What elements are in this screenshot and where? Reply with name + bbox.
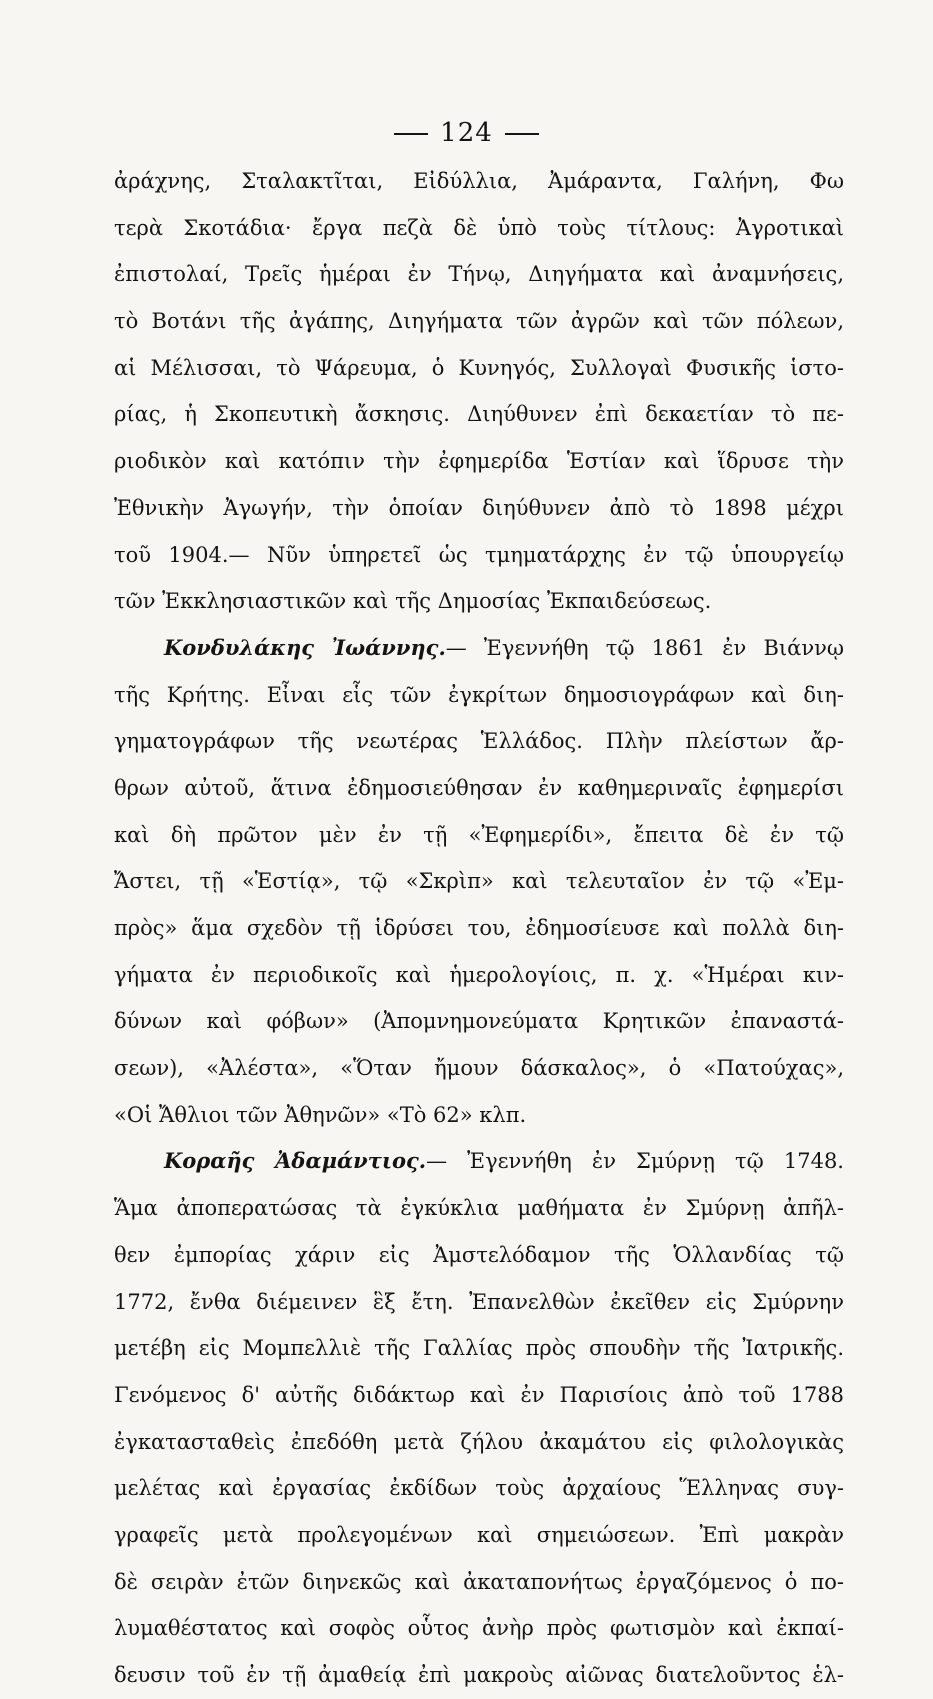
text-line: τῆς Κρήτης. Εἶναι εἷς τῶν ἐγκρίτων δημοσιογράφων καὶ διη- bbox=[114, 682, 844, 707]
text-line: μετέβη εἰς Μομπελλιὲ τῆς Γαλλίας πρὸς σπουδὴν τῆς Ἰατρικῆς. bbox=[114, 1336, 844, 1361]
text-line: γραφεῖς μετὰ προλεγομένων καὶ σημειώσεων. Ἐπὶ μακρὰν bbox=[114, 1522, 844, 1547]
text-line: ρίας, ἡ Σκοπευτικὴ ἄσκησις. Διηύθυνεν ἐπὶ δεκαετίαν τὸ πε- bbox=[114, 402, 844, 427]
text-line: δὲ σειρὰν ἐτῶν διηνεκῶς καὶ ἀκαταπονήτως ἐργαζόμενος ὁ πο- bbox=[114, 1569, 844, 1594]
text-line: 1772, ἔνθα διέμεινεν ἓξ ἔτη. Ἐπανελθὼν ἐκεῖθεν εἰς Σμύρνην bbox=[114, 1289, 844, 1314]
text-line: σεων), «Ἀλέστα», «Ὅταν ἤμουν δάσκαλος», ὁ «Πατούχας», bbox=[114, 1056, 844, 1081]
text-line: γηματογράφων τῆς νεωτέρας Ἑλλάδος. Πλὴν πλείστων ἄρ- bbox=[114, 729, 844, 754]
entry-heading-rest: — Ἐγεννήθη ἐν Σμύρνῃ τῷ 1748. bbox=[426, 1149, 844, 1174]
entry-name: Κοραῆς Ἀδαμάντιος. bbox=[164, 1148, 427, 1174]
text-line: δευσιν τοῦ ἐν τῇ ἀμαθείᾳ ἐπὶ μακροὺς αἰῶνας διατελοῦντος ἑλ- bbox=[114, 1663, 844, 1687]
text-line: θρων αὐτοῦ, ἅτινα ἐδημοσιεύθησαν ἐν καθημεριναῖς ἐφημερίσι bbox=[114, 775, 844, 800]
text-line: ἀράχνης, Σταλακτῖται, Εἰδύλλια, Ἀμάραντα, Γαλήνη, Φω bbox=[114, 169, 844, 193]
entry-heading-rest: — Ἐγεννήθη τῷ 1861 ἐν Βιάννῳ bbox=[445, 635, 844, 660]
text-line: τὸ Βοτάνι τῆς ἀγάπης, Διηγήματα τῶν ἀγρῶν καὶ τῶν πόλεων, bbox=[114, 309, 844, 334]
text-line: «Οἱ Ἄθλιοι τῶν Ἀθηνῶν» «Τὸ 62» κλπ. bbox=[114, 1102, 527, 1127]
text-line: Ἄστει, τῇ «Ἑστίᾳ», τῷ «Σκρὶπ» καὶ τελευταῖον ἐν τῷ «Ἐμ- bbox=[114, 869, 844, 894]
text-line: Ἅμα ἀποπερατώσας τὰ ἐγκύκλια μαθήματα ἐν Σμύρνῃ ἀπῆλ- bbox=[114, 1196, 844, 1221]
text-line: λυμαθέστατος καὶ σοφὸς οὗτος ἀνὴρ πρὸς φωτισμὸν καὶ ἐκπαί- bbox=[114, 1616, 844, 1641]
entry-name: Κονδυλάκης Ἰωάννης. bbox=[164, 634, 446, 660]
text-line: δύνων καὶ φόβων» (Ἀπομνημονεύματα Κρητικῶν ἐπαναστά- bbox=[114, 1009, 844, 1034]
text-line: αἱ Μέλισσαι, τὸ Ψάρευμα, ὁ Κυνηγός, Συλλογαὶ Φυσικῆς ἱστο- bbox=[114, 355, 844, 380]
text-line: θεν ἐμπορίας χάριν εἰς Ἀμστελόδαμον τῆς Ὁλλανδίας τῷ bbox=[114, 1242, 844, 1267]
text-line: ἐγκατασταθεὶς ἐπεδόθη μετὰ ζήλου ἀκαμάτου εἰς φιλολογικὰς bbox=[114, 1429, 844, 1454]
page-number-dash-left bbox=[394, 133, 428, 135]
text-line: Ἐθνικὴν Ἀγωγήν, τὴν ὁποίαν διηύθυνεν ἀπὸ τὸ 1898 μέχρι bbox=[114, 495, 844, 520]
text-line: τερὰ Σκοτάδια· ἔργα πεζὰ δὲ ὑπὸ τοὺς τίτλους: Ἀγροτικαὶ bbox=[114, 215, 844, 240]
entry-heading-line bbox=[114, 625, 844, 672]
text-line: πρὸς» ἅμα σχεδὸν τῇ ἱδρύσει του, ἐδημοσίευσε καὶ πολλὰ διη- bbox=[114, 916, 844, 940]
page-number bbox=[0, 118, 933, 148]
text-line: ριοδικὸν καὶ κατόπιν τὴν ἐφημερίδα Ἑστίαν καὶ ἵδρυσε τὴν bbox=[114, 449, 844, 474]
text-line: καὶ δὴ πρῶτον μὲν ἐν τῇ «Ἐφημερίδι», ἔπειτα δὲ ἐν τῷ bbox=[114, 822, 844, 847]
text-line: ἐπιστολαί, Τρεῖς ἡμέραι ἐν Τήνῳ, Διηγήματα καὶ ἀναμνήσεις, bbox=[114, 262, 844, 287]
page-number-dash-right bbox=[505, 133, 539, 135]
text-line: γήματα ἐν περιοδικοῖς καὶ ἡμερολογίοις, π. χ. «Ἡμέραι κιν- bbox=[114, 962, 844, 987]
entry-heading-line bbox=[114, 1138, 844, 1185]
text-line: τοῦ 1904.— Νῦν ὑπηρετεῖ ὡς τμηματάρχης ἐν τῷ ὑπουργείῳ bbox=[114, 542, 844, 567]
text-body bbox=[114, 158, 844, 1699]
page-number-value: 124 bbox=[440, 118, 493, 148]
text-line: μελέτας καὶ ἐργασίας ἐκδίδων τοὺς ἀρχαίους Ἕλληνας συγ- bbox=[114, 1476, 844, 1501]
text-line: τῶν Ἐκκλησιαστικῶν καὶ τῆς Δημοσίας Ἐκπαιδεύσεως. bbox=[114, 589, 712, 614]
text-line: Γενόμενος δ' αὐτῆς διδάκτωρ καὶ ἐν Παρισίοις ἀπὸ τοῦ 1788 bbox=[114, 1382, 844, 1407]
